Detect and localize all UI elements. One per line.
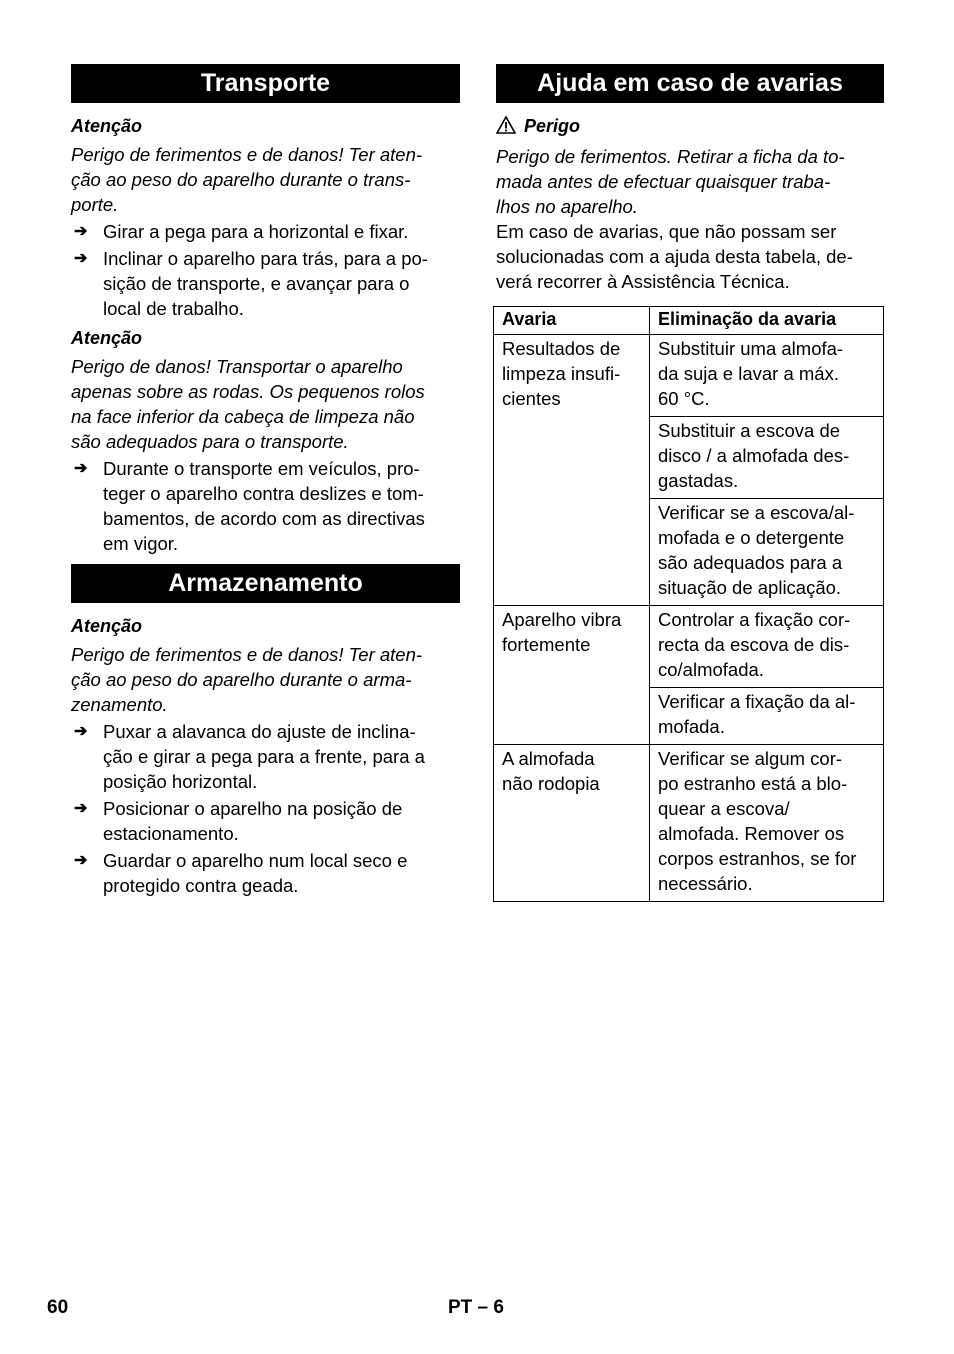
attention-label: Atenção [71, 116, 143, 136]
text-line: corpos estranhos, se for [658, 848, 857, 869]
text-line: ção ao peso do aparelho durante o trans- [71, 169, 411, 190]
danger-label-row [496, 114, 884, 141]
arrow-right-icon: ➔ [74, 800, 88, 817]
avaria-cell [494, 335, 650, 606]
text-line: na face inferior da cabeça de limpeza não [71, 406, 415, 427]
text-line: situação de aplicação. [658, 577, 842, 598]
text-line: estacionamento. [103, 823, 239, 844]
text-line: não rodopia [502, 773, 600, 794]
remedy-cell [650, 417, 884, 499]
text-line: mofada e o detergente [658, 527, 845, 548]
ajuda-heading: Ajuda em caso de avarias [496, 64, 884, 103]
bullet-text [103, 246, 460, 321]
text-line: cientes [502, 388, 561, 409]
text-line: local de trabalho. [103, 298, 244, 319]
bullet-list [71, 719, 460, 898]
table-row [494, 745, 884, 902]
column-header-avaria: Avaria [494, 307, 650, 335]
text-line: Aparelho vibra [502, 609, 622, 630]
text-line: Resultados de [502, 338, 621, 359]
text-line: Inclinar o aparelho para trás, para a po- [103, 248, 428, 269]
text-line: ção e girar a pega para a frente, para a [103, 746, 425, 767]
text-line: Verificar se a escova/al- [658, 502, 855, 523]
text-line: recta da escova de dis- [658, 634, 850, 655]
text-line: Perigo de ferimentos e de danos! Ter aten- [71, 644, 423, 665]
text-line: fortemente [502, 634, 591, 655]
warning-triangle-icon [496, 116, 516, 141]
table-row [494, 335, 884, 417]
text-line: Verificar se algum cor- [658, 748, 843, 769]
left-column [71, 64, 460, 898]
text-line: Verificar a fixação da al- [658, 691, 856, 712]
text-line: são adequados para a [658, 552, 843, 573]
bullet-text [103, 456, 460, 556]
text-line: são adequados para o transporte. [71, 431, 349, 452]
danger-text [496, 144, 884, 219]
text-line: necessário. [658, 873, 753, 894]
text-line: Posicionar o aparelho na posição de [103, 798, 403, 819]
bullet-list [71, 219, 460, 321]
right-column [496, 64, 884, 902]
bullet-text [103, 719, 460, 794]
section-label: PT – 6 [448, 1297, 504, 1318]
text-line: Substituir a escova de [658, 420, 841, 441]
text-line: co/almofada. [658, 659, 764, 680]
bullet-text [103, 219, 460, 244]
bullet-item [71, 796, 460, 846]
bullet-item [71, 219, 460, 244]
text-line: protegido contra geada. [103, 875, 299, 896]
attention-text [71, 642, 460, 717]
text-line: teger o aparelho contra deslizes e tom- [103, 483, 424, 504]
text-line: posição horizontal. [103, 771, 258, 792]
text-line: lhos no aparelho. [496, 196, 638, 217]
text-line: Perigo de ferimentos e de danos! Ter aten- [71, 144, 423, 165]
text-line: gastadas. [658, 470, 739, 491]
bullet-item [71, 456, 460, 556]
bullet-list [71, 456, 460, 556]
text-line: Substituir uma almofa- [658, 338, 844, 359]
text-line: mada antes de efectuar quaisquer traba- [496, 171, 831, 192]
avaria-cell [494, 745, 650, 902]
arrow-right-icon: ➔ [74, 723, 88, 740]
bullet-item [71, 246, 460, 321]
bullet-text [103, 848, 460, 898]
column-header-eliminacao: Eliminação da avaria [650, 307, 884, 335]
table-row [494, 606, 884, 688]
arrow-right-icon: ➔ [74, 250, 88, 267]
text-line: mofada. [658, 716, 725, 737]
remedy-cell [650, 688, 884, 745]
text-line: zenamento. [71, 694, 168, 715]
remedy-cell [650, 499, 884, 606]
text-line: disco / a almofada des- [658, 445, 850, 466]
text-line: Em caso de avarias, que não possam ser [496, 221, 837, 242]
bullet-item [71, 848, 460, 898]
text-line: Durante o transporte em veículos, pro- [103, 458, 420, 479]
armazenamento-heading: Armazenamento [71, 564, 460, 603]
avaria-cell [494, 606, 650, 745]
text-line: porte. [71, 194, 119, 215]
text-line: po estranho está a blo- [658, 773, 848, 794]
attention-text [71, 354, 460, 454]
text-line: limpeza insufi- [502, 363, 621, 384]
text-line: Perigo de danos! Transportar o aparelho [71, 356, 403, 377]
attention-label: Atenção [71, 328, 143, 348]
remedy-cell [650, 606, 884, 688]
attention-text [71, 142, 460, 217]
bullet-text [103, 796, 460, 846]
intro-text [496, 219, 884, 294]
text-line: sição de transporte, e avançar para o [103, 273, 410, 294]
text-line: almofada. Remover os [658, 823, 845, 844]
table-header-row [494, 307, 884, 335]
text-line: ção ao peso do aparelho durante o arma- [71, 669, 412, 690]
arrow-right-icon: ➔ [74, 852, 88, 869]
text-line: Puxar a alavanca do ajuste de inclina- [103, 721, 416, 742]
arrow-right-icon: ➔ [74, 223, 88, 240]
text-line: Controlar a fixação cor- [658, 609, 851, 630]
text-line: em vigor. [103, 533, 179, 554]
text-line: verá recorrer à Assistência Técnica. [496, 271, 790, 292]
text-line: A almofada [502, 748, 595, 769]
bullet-item [71, 719, 460, 794]
text-line: Girar a pega para a horizontal e fixar. [103, 221, 409, 242]
text-line: da suja e lavar a máx. [658, 363, 839, 384]
text-line: bamentos, de acordo com as directivas [103, 508, 425, 529]
text-line: Perigo de ferimentos. Retirar a ficha da to- [496, 146, 845, 167]
danger-label: Perigo [524, 116, 581, 136]
text-line: apenas sobre as rodas. Os pequenos rolos [71, 381, 425, 402]
text-line: Guardar o aparelho num local seco e [103, 850, 408, 871]
text-line: solucionadas com a ajuda desta tabela, de- [496, 246, 853, 267]
transporte-heading: Transporte [71, 64, 460, 103]
remedy-cell [650, 335, 884, 417]
arrow-right-icon: ➔ [74, 460, 88, 477]
page-number: 60 [47, 1297, 69, 1318]
attention-label: Atenção [71, 616, 143, 636]
remedy-cell [650, 745, 884, 902]
text-line: quear a escova/ [658, 798, 790, 819]
troubleshooting-table [493, 306, 884, 902]
text-line: 60 °C. [658, 388, 710, 409]
